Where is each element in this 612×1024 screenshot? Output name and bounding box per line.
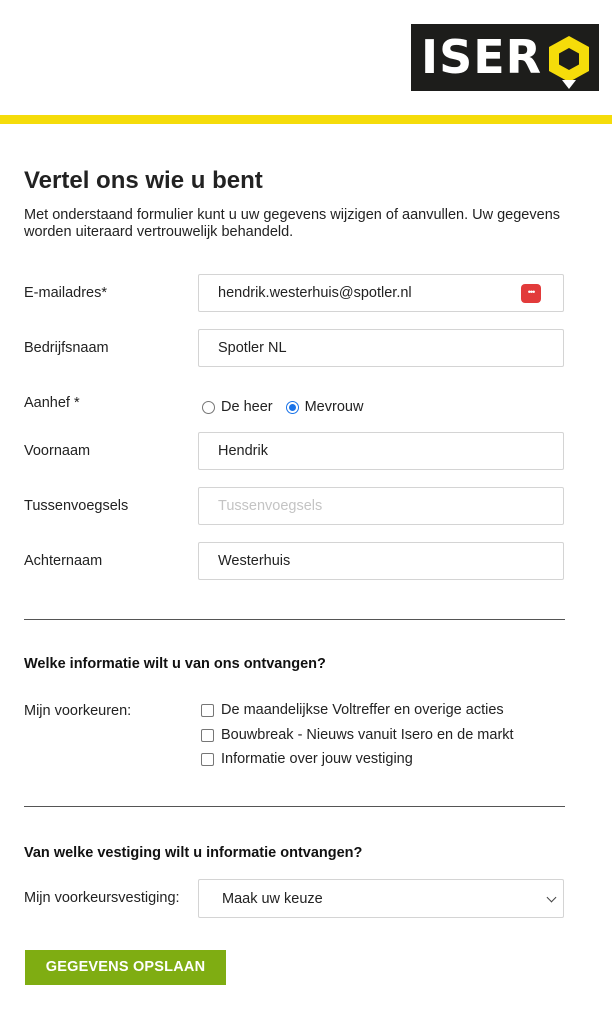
first-name-label: Voornaam — [24, 443, 91, 459]
save-button[interactable]: GEGEVENS OPSLAAN — [25, 950, 226, 985]
checkbox[interactable] — [201, 729, 214, 742]
salutation-label: Aanhef * — [24, 395, 80, 411]
first-name-field[interactable] — [198, 432, 564, 470]
page-title: Vertel ons wie u bent — [24, 167, 263, 194]
header — [0, 0, 612, 126]
radio-label-de-heer[interactable]: De heer — [221, 399, 273, 415]
preference-option[interactable] — [201, 726, 514, 744]
header-accent-bar — [0, 115, 612, 124]
checkbox-label[interactable]: Informatie over jouw vestiging — [221, 751, 413, 767]
last-name-label: Achternaam — [24, 553, 103, 569]
email-field[interactable] — [198, 274, 564, 312]
branch-label: Mijn voorkeursvestiging: — [24, 890, 180, 906]
branch-select[interactable] — [198, 879, 564, 918]
hexagon-logo-icon — [544, 34, 594, 90]
radio-label-mevrouw[interactable]: Mevrouw — [304, 399, 364, 415]
divider — [24, 806, 565, 807]
preferences-heading: Welke informatie wilt u van ons ontvangen? — [24, 656, 326, 672]
password-manager-icon[interactable]: ••• — [521, 284, 541, 303]
radio-mevrouw[interactable] — [286, 401, 299, 414]
infix-label: Tussenvoegsels — [24, 498, 129, 514]
divider — [24, 619, 565, 620]
radio-de-heer[interactable] — [202, 401, 215, 414]
preferences-label: Mijn voorkeuren: — [24, 703, 132, 719]
infix-field[interactable] — [198, 487, 564, 525]
checkbox-label[interactable]: De maandelijkse Voltreffer en overige acties — [221, 702, 504, 718]
company-field[interactable] — [198, 329, 564, 367]
checkbox-label[interactable]: Bouwbreak - Nieuws vanuit Isero en de markt — [221, 727, 514, 743]
checkbox[interactable] — [201, 704, 214, 717]
salutation-options — [202, 398, 376, 416]
email-label: E-mailadres* — [24, 285, 107, 301]
preference-option[interactable] — [201, 750, 413, 768]
company-label: Bedrijfsnaam — [24, 340, 109, 356]
logo-text: ISER — [421, 30, 543, 84]
checkbox[interactable] — [201, 753, 214, 766]
chevron-down-icon — [547, 893, 557, 903]
branch-select-value: Maak uw keuze — [222, 891, 323, 907]
isero-logo[interactable] — [411, 24, 599, 91]
intro-text: Met onderstaand formulier kunt u uw gegevens wijzigen of aanvullen. Uw gegevens worden uiteraard vertrouwelijk behandeld. — [24, 207, 561, 240]
preference-option[interactable] — [201, 701, 504, 719]
branch-heading: Van welke vestiging wilt u informatie ontvangen? — [24, 845, 363, 861]
last-name-field[interactable] — [198, 542, 564, 580]
